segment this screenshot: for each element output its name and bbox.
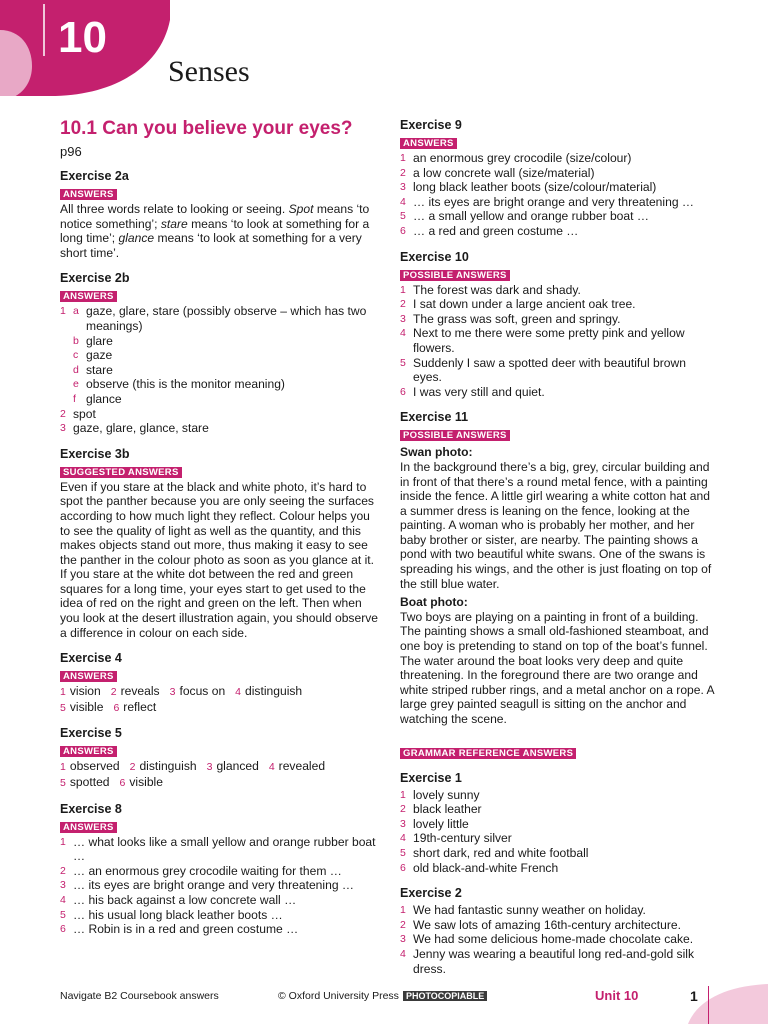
- list-item: 5 short dark, red and white football: [400, 845, 589, 860]
- exercise-3b: Exercise 3b SUGGESTED ANSWERS Even if you stare at the black and white photo, it’s hard to spot the panther because you are only seeing the surfaces according to how much light they reflect. Colour helps you to see the quality of light as well as the quantity, and this makes objects stand out more, thus making it easy to see the panther in the colour photo as soon as you glance at it. If you stare at the white dot between the red and green squares for a long time, your eyes start to get used to the idea of red on the right and green on the left. Then when you look at the desert illustration again, you should observe a difference in colour on each side.: [60, 446, 378, 640]
- answer-item: 5 visible: [60, 699, 104, 714]
- answers-label: ANSWERS: [60, 189, 117, 200]
- exercise-4: Exercise 4 ANSWERS 1 vision 2 reveals 3 focus on 4 distinguish 5 visible 6 reflect: [60, 651, 378, 715]
- answer-item: 4 distinguish: [235, 684, 303, 699]
- answer-item: 1 vision: [60, 684, 101, 699]
- left-column: [60, 118, 378, 948]
- list-item: 3 gaze, glare, glance, stare: [60, 421, 209, 436]
- unit-number: 10: [58, 13, 107, 62]
- answers-label: ANSWERS: [400, 138, 457, 149]
- grammar-exercise-2-list: [400, 903, 718, 976]
- grammar-reference-label: GRAMMAR REFERENCE ANSWERS: [400, 748, 576, 759]
- swan-photo-text: In the background there’s a big, grey, circular building and in front of that there’s a round metal fence, with a painting inside the fence. A little girl wearing a white cotton hat and a summer dress is leaning on the fence, looking at the painting. A woman who is probably her mother, and her baby brother or sister, are nearby. The painting shows a pond with two beautiful white swans. One of the swans is spreading his wings, and the other is just floating on top of the still blue water.: [400, 459, 712, 591]
- exercise-2b-list: [60, 304, 378, 435]
- list-item: 3 lovely little: [400, 816, 469, 831]
- exercise-10: Exercise 10 POSSIBLE ANSWERS 1 The forest was dark and shady. 2 I sat down under a large ancient oak tree. 3 The grass was soft, green and springy. 4 Next to me there were some pretty pink and yellow flowers. 5 Suddenly I saw a spotted deer with beautiful brown eyes. 6 I was very still and quiet.: [400, 250, 718, 400]
- footer-book-title: Navigate B2 Coursebook answers: [60, 990, 219, 1002]
- answer-row: [60, 759, 378, 775]
- exercise-2a-text: All three words relate to looking or seeing. Spot means ‘to notice something’; stare means ‘to look at something for a long time’; glance means ‘to look at something for a very short time’.: [60, 202, 370, 260]
- exercise-2b: Exercise 2b ANSWERS 1 a gaze, glare, stare (possibly observe – which has two meanings) b glare c gaze d stare e observe (this is the monitor meaning) f glance 2 spot 3 gaze, glare, glance, stare: [60, 271, 378, 435]
- list-item: b glare: [73, 333, 113, 348]
- answer-item: 2 reveals: [110, 684, 160, 699]
- list-item: 1 … what looks like a small yellow and orange rubber boat …: [60, 834, 376, 864]
- grammar-exercise-1-list: [400, 788, 718, 876]
- exercise-9: Exercise 9 ANSWERS 1 an enormous grey crocodile (size/colour) 2 a low concrete wall (size/material) 3 long black leather boots (size/colour/material) 4 … its eyes are bright orange and very threatening … 5 … a small yellow and orange rubber boat … 6 … a red and green costume …: [400, 118, 718, 239]
- grammar-exercise-2: Exercise 2 1 We had fantastic sunny weather on holiday. 2 We saw lots of amazing 16th-century architecture. 3 We had some delicious home-made chocolate cake. 4 Jenny was wearing a beautiful long red-and-gold silk dress.: [400, 886, 718, 976]
- swan-photo-heading: Swan photo:: [400, 445, 473, 460]
- list-item: 2 I sat down under a large ancient oak tree.: [400, 297, 636, 312]
- list-item: 5 … a small yellow and orange rubber boat …: [400, 209, 649, 224]
- list-item: d stare: [73, 362, 113, 377]
- exercise-3b-paragraph: If you stare at the white dot between the red and green squares for a long time, your eyes start to get used to the idea of red on the right and green on the left. Then when you look at the desert illustration again, you should observe a difference in colour on each side.: [60, 567, 378, 640]
- page-number: 1: [690, 988, 698, 1004]
- list-item: 2 We saw lots of amazing 16th-century architecture.: [400, 917, 681, 932]
- list-item: c gaze: [73, 348, 113, 363]
- footer-divider: [708, 986, 709, 1024]
- page-ref: p96: [60, 144, 82, 159]
- answer-row: [60, 700, 378, 716]
- list-item: 3 The grass was soft, green and springy.: [400, 311, 621, 326]
- answer-item: 4 revealed: [268, 759, 326, 774]
- list-item: 2 … an enormous grey crocodile waiting for them …: [60, 863, 342, 878]
- list-item: 6 … Robin is in a red and green costume …: [60, 922, 299, 937]
- answer-item: 3 glanced: [206, 759, 259, 774]
- exercise-11: Exercise 11 POSSIBLE ANSWERS Swan photo: In the background there’s a big, grey, circular building and in front of that there’s a round metal fence, with a painting inside the fence. A little girl wearing a white cotton hat and a summer dress is leaning on the fence, looking at the painting. A woman who is probably her mother, and her baby brother or sister, are nearby. The painting shows a pond with two beautiful white swans. One of the swans is spreading his wings, and the other is just floating on top of the still blue water. Boat photo: Two boys are playing on a painting in front of a building. The painting shows a small old-fashioned steamboat, and one boy is pretending to stand on top of the boat’s funnel. The water around the boat looks very deep and quite threatening. In the foreground there are two orange and white striped rubber rings, and a metal anchor on a rope. A large grey painted seagull is sitting on the anchor and watching the scene.: [400, 410, 718, 726]
- list-item: 1 a gaze, glare, stare (possibly observe – which has two meanings): [60, 304, 367, 333]
- exercise-9-list: [400, 151, 718, 239]
- suggested-answers-label: SUGGESTED ANSWERS: [60, 467, 182, 478]
- unit-title: Senses: [168, 55, 250, 88]
- exercise-3b-paragraph: Even if you stare at the black and white photo, it’s hard to spot the panther because you are only seeing the surfaces according to how much light they reflect. Colour helps you to see the quality of light as well as the quantity, and this makes objects stand out more, thus making it easy to see the panther in the colour photo as soon as you glance at it.: [60, 479, 374, 567]
- grammar-exercise-1: Exercise 1 1 lovely sunny 2 black leather 3 lovely little 4 19th-century silver 5 short dark, red and white football 6 old black-and-white French: [400, 771, 718, 876]
- list-item: 1 an enormous grey crocodile (size/colour): [400, 151, 632, 165]
- footer-copyright: © Oxford University Press PHOTOCOPIABLE: [278, 990, 487, 1002]
- answers-label: ANSWERS: [60, 746, 117, 757]
- list-item: 4 … his back against a low concrete wall …: [60, 893, 297, 907]
- exercise-10-list: [400, 283, 718, 400]
- section-title: 10.1 Can you believe your eyes? p96: [60, 118, 353, 159]
- list-item: 5 … his usual long black leather boots …: [60, 907, 283, 922]
- list-item: 5 Suddenly I saw a spotted deer with beautiful brown eyes.: [400, 355, 686, 385]
- list-item: 2 a low concrete wall (size/material): [400, 165, 595, 180]
- boat-photo-heading: Boat photo:: [400, 595, 468, 610]
- list-item: 1 lovely sunny: [400, 787, 480, 802]
- list-item: 3 … its eyes are bright orange and very threatening …: [60, 878, 354, 893]
- boat-photo-text: Two boys are playing on a painting in front of a building. The painting shows a small old-fashioned steamboat, and one boy is pretending to stand on top of the boat’s funnel. The water around the boat looks very deep and quite threatening. In the foreground there are two orange and white striped rubber rings, and a metal anchor on a rope. A large grey painted seagull is sitting on the anchor and watching the scene.: [400, 609, 714, 726]
- list-item: 1 We had fantastic sunny weather on holiday.: [400, 903, 646, 918]
- list-item: 6 I was very still and quiet.: [400, 384, 545, 399]
- footer: [60, 990, 768, 1006]
- list-item: 6 old black-and-white French: [400, 860, 559, 875]
- footer-unit: Unit 10: [595, 988, 639, 1003]
- list-item: 4 19th-century silver: [400, 831, 512, 846]
- answer-item: 6 reflect: [113, 699, 157, 714]
- answer-row: [60, 775, 378, 791]
- list-item: 4 Jenny was wearing a beautiful long red-and-gold silk dress.: [400, 946, 695, 976]
- answer-item: 1 observed: [60, 759, 120, 774]
- list-item: 2 black leather: [400, 802, 482, 817]
- possible-answers-label: POSSIBLE ANSWERS: [400, 270, 510, 281]
- answer-item: 5 spotted: [60, 775, 110, 790]
- list-item: 4 … its eyes are bright orange and very threatening …: [400, 194, 694, 209]
- list-item: f glance: [73, 391, 122, 406]
- exercise-8-list: [60, 835, 378, 937]
- answers-label: ANSWERS: [60, 291, 117, 302]
- answer-item: 6 visible: [119, 775, 163, 790]
- exercise-2a: Exercise 2a ANSWERS All three words relate to looking or seeing. Spot means ‘to notice something’; stare means ‘to look at something for a long time’; glance means ‘to look at something for a very short time’.: [60, 169, 378, 260]
- answers-label: ANSWERS: [60, 822, 117, 833]
- list-item: 6 … a red and green costume …: [400, 223, 579, 238]
- list-item: 2 spot: [60, 406, 96, 421]
- answer-row: [60, 684, 378, 700]
- exercise-5: Exercise 5 ANSWERS 1 observed 2 distinguish 3 glanced 4 revealed 5 spotted 6 visible: [60, 726, 378, 790]
- list-item: 1 The forest was dark and shady.: [400, 282, 581, 297]
- answer-item: 3 focus on: [169, 684, 226, 699]
- answer-item: 2 distinguish: [129, 759, 197, 774]
- possible-answers-label: POSSIBLE ANSWERS: [400, 430, 510, 441]
- list-item: e observe (this is the monitor meaning): [73, 377, 285, 392]
- answers-label: ANSWERS: [60, 671, 117, 682]
- right-column: [400, 118, 718, 987]
- photocopiable-badge: PHOTOCOPIABLE: [403, 991, 487, 1001]
- exercise-8: Exercise 8 ANSWERS 1 … what looks like a small yellow and orange rubber boat … 2 … an enormous grey crocodile waiting for them … 3 … its eyes are bright orange and very threatening … 4 … his back against a low concrete wall … 5 … his usual long black leather boots … 6 … Robin is in a red and green costume …: [60, 802, 378, 937]
- list-item: 4 Next to me there were some pretty pink and yellow flowers.: [400, 326, 685, 355]
- list-item: 3 We had some delicious home-made chocolate cake.: [400, 932, 694, 947]
- list-item: 3 long black leather boots (size/colour/material): [400, 180, 657, 195]
